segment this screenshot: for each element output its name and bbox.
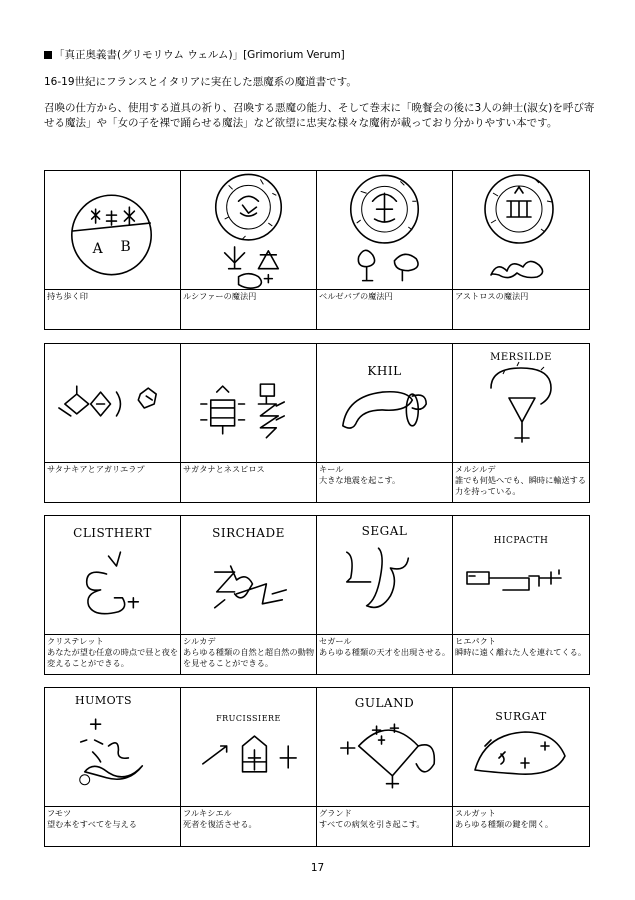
seal-caption: キール 大きな地震を起こす。 bbox=[317, 462, 452, 502]
seal-cell bbox=[181, 688, 317, 846]
clisthert-seal-icon bbox=[45, 516, 180, 634]
frucissiere-seal-icon bbox=[181, 688, 316, 806]
segal-seal-icon bbox=[317, 516, 452, 634]
seal-image bbox=[317, 171, 452, 289]
demon-name: SEGAL bbox=[361, 524, 408, 538]
seal-image bbox=[453, 688, 589, 806]
seal-image bbox=[45, 516, 180, 634]
seal-image bbox=[453, 171, 589, 289]
seal-cell bbox=[317, 516, 453, 674]
seal-image bbox=[317, 688, 452, 806]
seal-caption: クリステレット あなたが望む任意の時点で昼と夜を変えることができる。 bbox=[45, 634, 180, 674]
seal-image bbox=[317, 344, 452, 462]
lucifer-circle-icon bbox=[181, 171, 316, 289]
seal-caption: スルガット あらゆる種類の鍵を開く。 bbox=[453, 806, 589, 846]
seal-image bbox=[181, 688, 316, 806]
seal-row-3 bbox=[44, 515, 590, 675]
demon-name: MERSILDE bbox=[490, 352, 552, 363]
seal-caption: フルキシエル 死者を復活させる。 bbox=[181, 806, 316, 846]
seal-cell bbox=[453, 516, 589, 674]
seal-image bbox=[181, 516, 316, 634]
seal-cell bbox=[181, 516, 317, 674]
humots-seal-icon bbox=[45, 688, 180, 806]
seal-cell bbox=[317, 344, 453, 502]
seal-row-1 bbox=[44, 170, 590, 330]
seal-caption: サタナキアとアガリエラプ bbox=[45, 462, 180, 502]
page-description: 召喚の仕方から、使用する道具の祈り、召喚する悪魔の能力、そして巻末に「晩餐会の後に3人の紳士(淑女)を呼び寄せる魔法」や「女の子を裸で踊らせる魔法」など欲望に忠実な様々な魔術が載っており分かりやすい本です。 bbox=[44, 102, 595, 129]
seal-image bbox=[45, 688, 180, 806]
seal-image bbox=[181, 344, 316, 462]
page-subtitle: 16-19世紀にフランスとイタリアに実在した悪魔系の魔道書です。 bbox=[44, 76, 357, 88]
guland-seal-icon bbox=[317, 688, 452, 806]
carry-seal-icon bbox=[45, 171, 180, 289]
demon-name: SURGAT bbox=[495, 710, 547, 723]
page-heading: 「真正奥義書(グリモリウム ウェルム)」[Grimorium Verum] bbox=[44, 47, 345, 62]
seal-image bbox=[45, 171, 180, 289]
seal-cell bbox=[45, 516, 181, 674]
seal-image bbox=[45, 344, 180, 462]
seal-cell bbox=[45, 171, 181, 329]
seal-cell bbox=[453, 688, 589, 846]
seal-caption: ベルゼバブの魔法円 bbox=[317, 289, 452, 329]
seal-caption: アストロスの魔法円 bbox=[453, 289, 589, 329]
astaroth-circle-icon bbox=[453, 171, 589, 289]
sirchade-seal-icon bbox=[181, 516, 316, 634]
seal-caption: シルカデ あらゆる種類の自然と超自然の動物を見せることができる。 bbox=[181, 634, 316, 674]
square-bullet-icon bbox=[44, 51, 52, 59]
seal-image bbox=[181, 171, 316, 289]
seal-image bbox=[317, 516, 452, 634]
seal-cell bbox=[45, 688, 181, 846]
hicpacth-seal-icon bbox=[453, 516, 589, 634]
seal-cell bbox=[45, 344, 181, 502]
seal-caption: ヒエパクト 瞬時に遠く離れた人を連れてくる。 bbox=[453, 634, 589, 674]
seal-letter-a: A bbox=[92, 240, 103, 257]
khil-seal-icon bbox=[317, 344, 452, 462]
demon-name: CLISTHERT bbox=[73, 526, 152, 540]
satanachia-agaliarept-seal-icon bbox=[45, 344, 180, 462]
beelzebub-circle-icon bbox=[317, 171, 452, 289]
seal-caption: グランド すべての病気を引き起こす。 bbox=[317, 806, 452, 846]
seal-row-2 bbox=[44, 343, 590, 503]
seal-cell bbox=[181, 344, 317, 502]
demon-name: HUMOTS bbox=[75, 694, 133, 707]
demon-name: HICPACTH bbox=[493, 536, 549, 546]
seal-cell bbox=[317, 688, 453, 846]
seal-caption: セガール あらゆる種類の天才を出現させる。 bbox=[317, 634, 452, 674]
demon-name: SIRCHADE bbox=[212, 526, 285, 540]
seal-caption: メルシルデ 誰でも何処へでも、瞬時に輸送する力を持っている。 bbox=[453, 462, 589, 502]
demon-name: KHIL bbox=[367, 364, 402, 378]
seal-cell bbox=[453, 171, 589, 329]
seal-image bbox=[453, 516, 589, 634]
seal-caption: フモツ 望む本をすべてを与える bbox=[45, 806, 180, 846]
demon-name: FRUCISSIERE bbox=[216, 714, 281, 723]
seal-caption: 持ち歩く印 bbox=[45, 289, 180, 329]
surgat-seal-icon bbox=[453, 688, 589, 806]
seal-letter-b: B bbox=[120, 238, 131, 255]
sargatanas-nebiros-seal-icon bbox=[181, 344, 316, 462]
seal-cell bbox=[181, 171, 317, 329]
page-number: 17 bbox=[310, 862, 325, 874]
demon-name: GULAND bbox=[354, 696, 415, 710]
seal-cell bbox=[317, 171, 453, 329]
seal-caption: ルシファーの魔法円 bbox=[181, 289, 316, 329]
seal-row-4 bbox=[44, 687, 590, 847]
seal-cell bbox=[453, 344, 589, 502]
seal-image bbox=[453, 344, 589, 462]
seal-caption: サガタナとネスビロス bbox=[181, 462, 316, 502]
mersilde-seal-icon bbox=[453, 344, 589, 462]
